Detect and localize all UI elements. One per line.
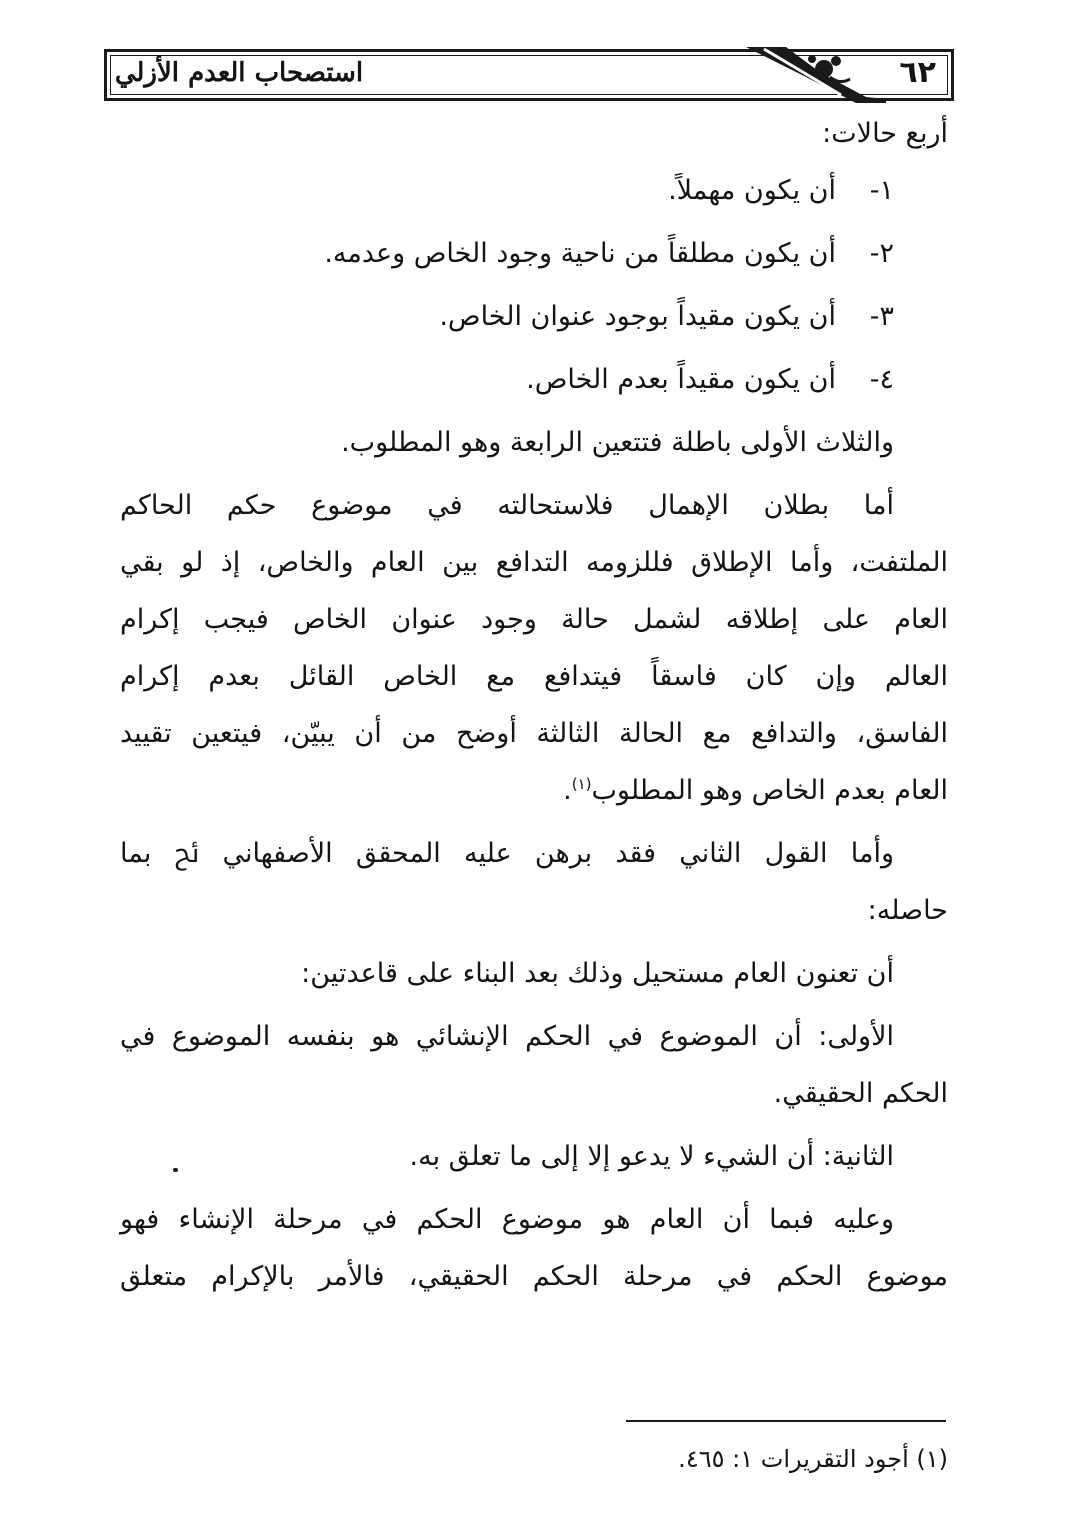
stray-mark <box>173 1168 178 1172</box>
list-item-number: ٢- <box>869 238 894 269</box>
paragraph-line: الفاسق، والتدافع مع الحالة الثالثة أوضح من أن يبيّن، فيتعين تقييد <box>120 718 948 749</box>
list-item-text: أن يكون مهملاً. <box>668 175 836 206</box>
footnote-reference: (١) <box>571 775 592 793</box>
paragraph-text: العام بعدم الخاص وهو المطلوب <box>591 775 948 806</box>
footnote: (١) أجود التقريرات ١: ٤٦٥. <box>678 1445 948 1473</box>
paragraph-1 <box>120 477 948 819</box>
paragraph-line: حاصله: <box>867 895 948 926</box>
paragraph-line: العالم وإن كان فاسقاً فيتدافع مع الخاص القائل بعدم إكرام <box>120 661 948 692</box>
list-item <box>120 162 948 219</box>
calligraphic-ornament-icon <box>746 47 886 103</box>
paragraph-5: الثانية: أن الشيء لا يدعو إلا إلى ما تعلق به. <box>409 1141 894 1172</box>
intro-line: أربع حالات: <box>822 118 948 149</box>
list-item-text: أن يكون مطلقاً من ناحية وجود الخاص وعدمه. <box>324 238 836 269</box>
paragraph-line: الأولى: أن الموضوع في الحكم الإنشائي هو بنفسه الموضوع في <box>120 1021 894 1052</box>
list-item <box>120 225 948 282</box>
running-title: استصحاب العدم الأزلي <box>114 58 364 88</box>
page-body <box>120 105 948 1305</box>
list-item-number: ٤- <box>869 364 894 395</box>
list-item-text: أن يكون مقيداً بوجود عنوان الخاص. <box>439 301 836 332</box>
paragraph-6 <box>120 1191 948 1305</box>
paragraph-2 <box>120 825 948 939</box>
paragraph-line: الملتفت، وأما الإطلاق فللزومه التدافع بين العام والخاص، إذ لو بقي <box>120 547 948 578</box>
list-item-text: أن يكون مقيداً بعدم الخاص. <box>526 364 836 395</box>
paragraph-line: وأما القول الثاني فقد برهن عليه المحقق الأصفهاني ﰁ بما <box>120 838 894 869</box>
footnote-divider <box>626 1420 946 1422</box>
list-item <box>120 288 948 345</box>
sentence-end: . <box>563 775 572 806</box>
paragraph-line: العام على إطلاقه لشمل حالة وجود عنوان الخاص فيجب إكرام <box>120 604 948 635</box>
list-item-number: ٣- <box>869 301 894 332</box>
paragraph-line <box>120 762 948 819</box>
paragraph-line: وعليه فبما أن العام هو موضوع الحكم في مرحلة الإنشاء فهو <box>120 1204 894 1235</box>
paragraph-line: موضوع الحكم في مرحلة الحكم الحقيقي، فالأمر بالإكرام متعلق <box>120 1261 948 1292</box>
list-item <box>120 351 948 408</box>
list-item-number: ١- <box>869 175 894 206</box>
page-header <box>104 49 954 101</box>
page-number: ٦٢ <box>899 55 936 90</box>
paragraph-4 <box>120 1008 948 1122</box>
paragraph-line: أما بطلان الإهمال فلاستحالته في موضوع حكم الحاكم <box>120 490 894 521</box>
conclusion-line: والثلاث الأولى باطلة فتتعين الرابعة وهو المطلوب. <box>341 427 894 458</box>
paragraph-3: أن تعنون العام مستحيل وذلك بعد البناء على قاعدتين: <box>301 958 894 989</box>
paragraph-line: الحكم الحقيقي. <box>773 1078 948 1109</box>
